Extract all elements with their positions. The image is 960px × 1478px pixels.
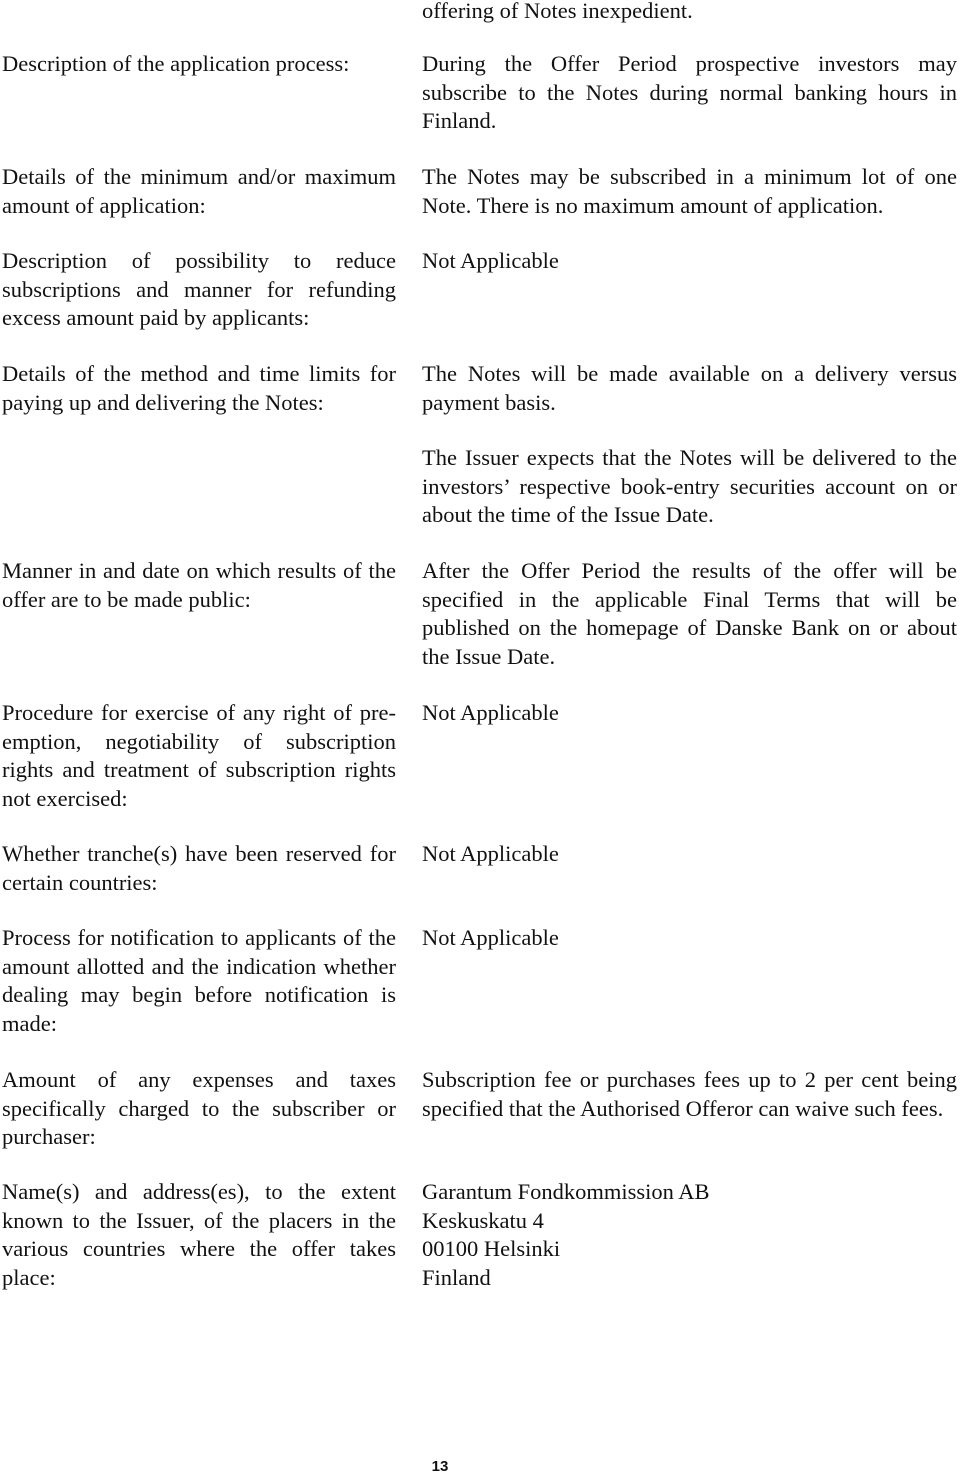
page-number: 13 — [431, 1458, 449, 1475]
label-expenses-taxes: Amount of any expenses and taxes specifically charged to the subscriber or purchaser: — [2, 1067, 396, 1150]
address-line: Finland — [422, 1265, 491, 1291]
continued-text: offering of Notes inexpedient. — [422, 0, 693, 23]
label-paying-delivering: Details of the method and time limits for paying up and delivering the Notes: — [2, 361, 396, 415]
value-placers-address — [422, 1178, 957, 1293]
value-paying-delivering-2: The Issuer expects that the Notes will be delivered to the investors’ respective book-entry securities account on or about the time of the Issue Date. — [422, 445, 957, 528]
value-reduce-subscriptions: Not Applicable — [422, 248, 559, 273]
label-results-public: Manner in and date on which results of the offer are to be made public: — [2, 558, 396, 612]
value-notification-process: Not Applicable — [422, 925, 559, 950]
value-tranches: Not Applicable — [422, 841, 559, 866]
value-results-public: After the Offer Period the results of the offer will be specified in the applicable Final Terms that will be published on the homepage of Danske Bank on or about the Issue Date. — [422, 558, 957, 670]
label-notification-process: Process for notification to applicants of the amount allotted and the indication whether dealing may begin before notification is made: — [2, 925, 396, 1037]
address-line: Garantum Fondkommission AB — [422, 1179, 710, 1204]
label-pre-emption: Procedure for exercise of any right of pre-emption, negotiability of subscription rights and treatment of subscription rights not exercised: — [2, 700, 396, 812]
label-placers: Name(s) and address(es), to the extent known to the Issuer, of the placers in the various countries where the offer takes place: — [2, 1179, 396, 1291]
label-min-max-application: Details of the minimum and/or maximum amount of application: — [2, 164, 396, 218]
value-min-max-application: The Notes may be subscribed in a minimum lot of one Note. There is no maximum amount of application. — [422, 164, 957, 218]
value-paying-delivering: The Notes will be made available on a delivery versus payment basis. — [422, 361, 957, 415]
label-tranches: Whether tranche(s) have been reserved for certain countries: — [2, 841, 396, 895]
value-application-process: During the Offer Period prospective investors may subscribe to the Notes during normal banking hours in Finland. — [422, 51, 957, 134]
label-application-process: Description of the application process: — [2, 51, 350, 76]
label-reduce-subscriptions: Description of possibility to reduce subscriptions and manner for refunding excess amount paid by applicants: — [2, 248, 396, 331]
address-line: Keskuskatu 4 — [422, 1207, 544, 1233]
address-line: 00100 Helsinki — [422, 1236, 561, 1262]
value-expenses-taxes: Subscription fee or purchases fees up to 2 per cent being specified that the Authorised Offeror can waive such fees. — [422, 1067, 957, 1121]
value-pre-emption: Not Applicable — [422, 700, 559, 725]
